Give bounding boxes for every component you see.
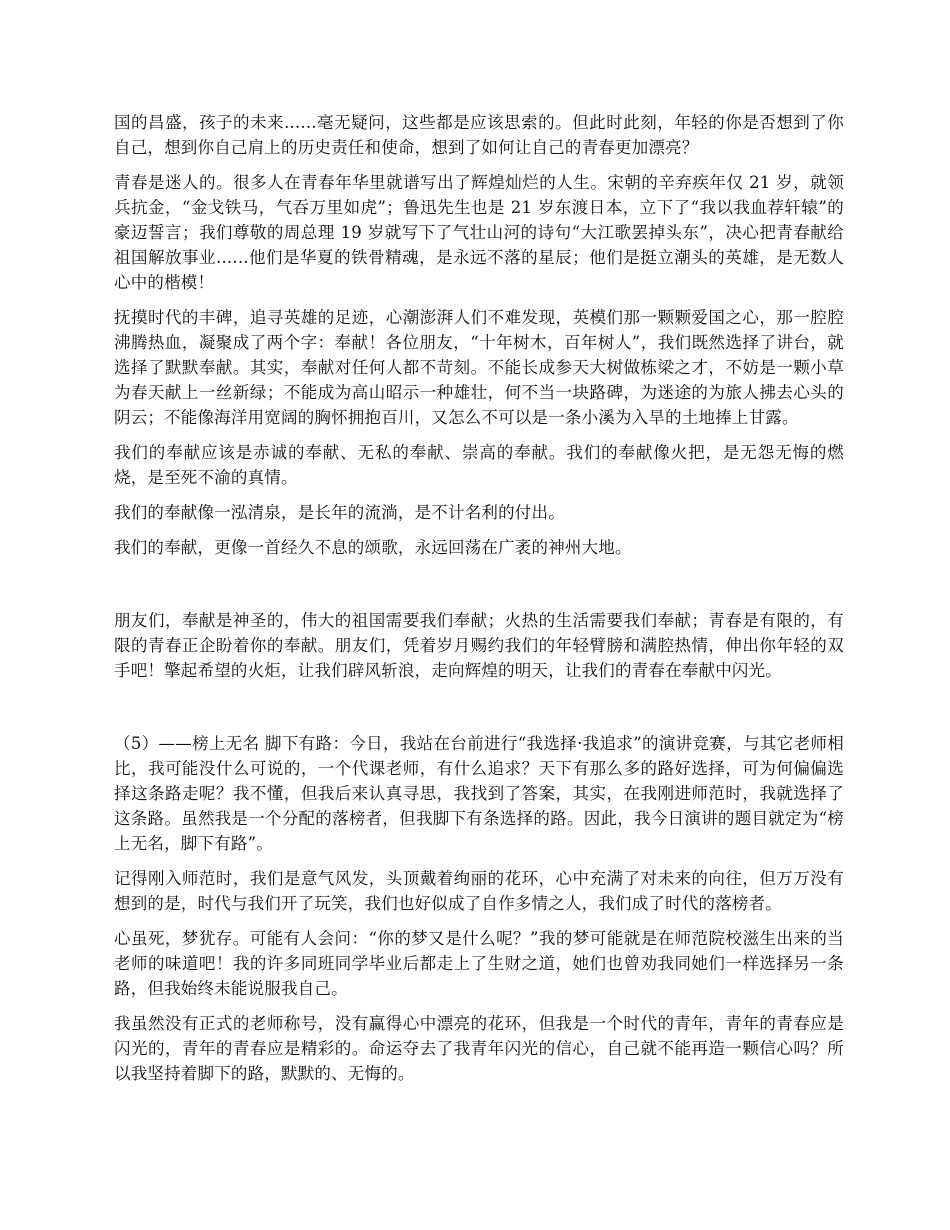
paragraph-speech-5-memory: 记得刚入师范时，我们是意气风发，头顶戴着绚丽的花环，心中充满了对未来的向往，但万万没有想到的是，时代与我们开了玩笑，我们也好似成了自作多情之人，我们成了时代的落榜者。: [114, 869, 844, 913]
paragraph-speech-5-persistence: 我虽然没有正式的老师称号，没有赢得心中漂亮的花环，但我是一个时代的青年，青年的青春应是闪光的，青年的青春应是精彩的。命运夺去了我青年闪光的信心，自己就不能再造一颗信心吗？所以我坚持着脚下的路，默默的、无悔的。: [114, 1014, 844, 1083]
paragraph-dedication: 抚摸时代的丰碑，追寻英雄的足迹，心潮澎湃人们不难发现，英模们那一颗颗爱国之心，那一腔腔沸腾热血，凝聚成了两个字：奉献！各位朋友，“十年树木，百年树人”，我们既然选择了讲台，就选择了默默奉献。其实，奉献对任何人都不苛刻。不能长成参天大树做栋梁之才，不妨是一颗小草为春天献上一丝新绿；不能成为高山昭示一种雄壮，何不当一块路碑，为迷途的为旅人拂去心头的阴云；不能像海洋用宽阔的胸怀拥抱百川，又怎么不可以是一条小溪为入旱的土地捧上甘露。: [114, 308, 844, 427]
paragraph-dedication-spring: 我们的奉献像一泓清泉，是长年的流淌，是不计名利的付出。: [114, 503, 565, 522]
document-page: [114, 110, 844, 1096]
paragraph-speech-5-dream: 心虽死，梦犹存。可能有人会问：“你的梦又是什么呢？”我的梦可能就是在师范院校滋生出来的当老师的味道吧！我的许多同班同学毕业后都走上了生财之道，她们也曾劝我同她们一样选择另一条路，但我始终未能说服我自己。: [114, 929, 844, 998]
paragraph-intro-continuation: 国的昌盛，孩子的未来......毫无疑问，这些都是应该思索的。但此时此刻，年轻的你是否想到了你自己，想到你自己肩上的历史责任和使命，想到了如何让自己的青春更加漂亮？: [114, 113, 844, 157]
paragraph-youth-heroes: 青春是迷人的。很多人在青春年华里就谱写出了辉煌灿烂的人生。宋朝的辛弃疾年仅 21 岁，就领兵抗金，“金戈铁马，气吞万里如虎”；鲁迅先生也是 21 岁东渡日本，立下了“我以我血荐轩辕”的豪迈誓言；我们尊敬的周总理 19 岁就写下了气壮山河的诗句“大江歌罢掉头东”，决心把青春献给祖国解放事业......他们是华夏的铁骨精魂，是永远不落的星辰；他们是挺立潮头的英雄，是无数人心中的楷模！: [114, 173, 844, 292]
paragraph-closing-call: 朋友们，奉献是神圣的，伟大的祖国需要我们奉献；火热的生活需要我们奉献；青春是有限的，有限的青春正企盼着你的奉献。朋友们，凭着岁月赐约我们的年轻臂膀和满腔热情，伸出你年轻的双手吧！擎起希望的火炬，让我们辟风斩浪，走向辉煌的明天，让我们的青春在奉献中闪光。: [114, 611, 844, 680]
paragraph-dedication-song: 我们的奉献，更像一首经久不息的颂歌，永远回荡在广袤的神州大地。: [114, 538, 632, 557]
section-spacer: [114, 693, 844, 731]
paragraph-speech-5-intro: （5）——榜上无名 脚下有路：今日，我站在台前进行“我选择·我追求”的演讲竞赛，与其它老师相比，我可能没什么可说的，一个代课老师，有什么追求？天下有那么多的路好选择，可为何偏偏选择这条路走呢？我不懂，但我后来认真寻思，我找到了答案，其实，在我刚进师范时，我就选择了这条路。虽然我是一个分配的落榜者，但我脚下有条选择的路。因此，我今日演讲的题目就定为“榜上无名，脚下有路”。: [114, 734, 844, 853]
section-spacer: [114, 570, 844, 608]
paragraph-dedication-torch: 我们的奉献应该是赤诚的奉献、无私的奉献、崇高的奉献。我们的奉献像火把，是无怨无悔的燃烧，是至死不渝的真情。: [114, 443, 844, 487]
